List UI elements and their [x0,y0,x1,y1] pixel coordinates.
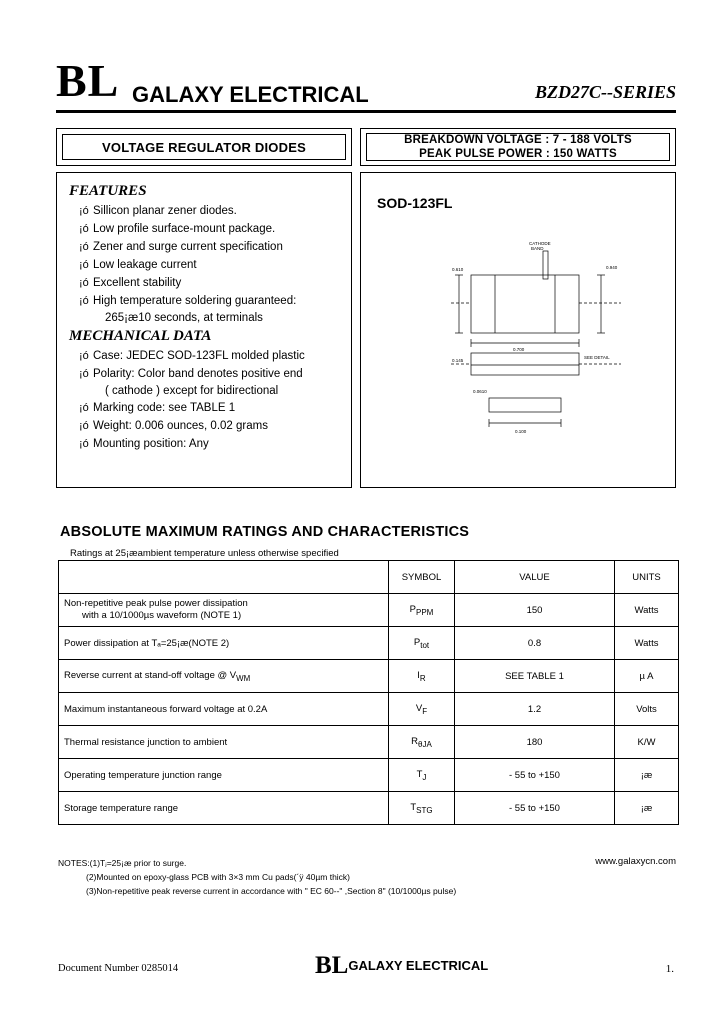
bullet-icon: ¡ó [79,223,89,235]
package-drawing-box [360,172,676,488]
ratings-section-title: ABSOLUTE MAXIMUM RATINGS AND CHARACTERISTICS [60,524,470,540]
company-name: GALAXY ELECTRICAL [132,82,369,107]
mechanical-text: Polarity: Color band denotes positive end [93,368,303,380]
col-header-units: UNITS [615,561,679,594]
row-unit: Watts [615,627,679,660]
row-unit: Watts [615,594,679,627]
bullet-icon: ¡ó [79,295,89,307]
row-unit: Volts [615,693,679,726]
bullet-icon: ¡ó [79,402,89,414]
note-2: (2)Mounted on epoxy-glass PCB with 3×3 mm Cu pads(´ÿ 40µm thick) [86,872,351,882]
peak-pulse-power-line: PEAK PULSE POWER : 150 WATTS [419,148,617,160]
row-description: Power dissipation at Tₐ=25¡æ(NOTE 2) [59,627,389,660]
table-row [59,693,679,726]
mechanical-subtext: ( cathode ) except for bidirectional [105,385,279,397]
note-3: (3)Non-repetitive peak reverse current in accordance with " EC 60--" ,Section 8" (10/1000µs pulse) [86,886,457,896]
table-row [59,660,679,693]
series-label: BZD27C--SERIES [534,82,676,102]
svg-text:BAND: BAND [531,246,544,251]
bullet-icon: ¡ó [79,205,89,217]
table-row [59,759,679,792]
row-value: SEE TABLE 1 [455,660,615,693]
product-title-box [56,128,352,166]
rating-summary-box [360,128,676,166]
list-item [79,258,343,273]
row-description: Reverse current at stand-off voltage @ $V_{WM}$ [59,660,389,693]
features-heading: FEATURES [69,183,147,199]
document-number: Document Number 0285014 [58,963,179,974]
list-item [79,276,343,291]
package-outline-drawing [451,233,661,473]
row-unit: ¡æ [615,792,679,825]
row-description-line1: Non-repetitive peak pulse power dissipation [64,598,248,609]
feature-subtext: 265¡æ10 seconds, at terminals [105,312,263,324]
feature-text: Low profile surface-mount package. [93,223,276,235]
svg-text:0.100: 0.100 [515,429,527,434]
page-header [56,55,676,112]
note-1: NOTES:(1)Tⱼ=25¡æ prior to surge. [58,858,187,868]
row-symbol: $P_{tot}$ [389,627,455,660]
row-description-line2: with a 10/1000µs waveform (NOTE 1) [82,610,242,621]
bullet-icon: ¡ó [79,420,89,432]
bullet-icon: ¡ó [79,368,89,380]
row-value: 180 [455,726,615,759]
row-value: 150 [455,594,615,627]
footer-logo-name: GALAXY ELECTRICAL [348,958,489,973]
col-header-desc [59,561,389,594]
row-symbol: $I_R$ [389,660,455,693]
row-value: - 55 to +150 [455,759,615,792]
bullet-icon: ¡ó [79,350,89,362]
product-title-inner [62,134,346,160]
list-item [79,401,343,416]
row-unit: ¡æ [615,759,679,792]
list-item [79,294,343,309]
feature-text: High temperature soldering guaranteed: [93,295,297,307]
feature-text: Sillicon planar zener diodes. [93,205,237,217]
mechanical-text: Case: JEDEC SOD-123FL molded plastic [93,350,305,362]
row-symbol: $V_F$ [389,693,455,726]
mechanical-text: Mounting position: Any [93,438,209,450]
list-item [79,222,343,237]
feature-text: Low leakage current [93,259,197,271]
footer-logo-bl: BL [315,952,349,979]
svg-text:CATHODE: CATHODE [529,241,551,246]
svg-text:0.145: 0.145 [452,358,464,363]
rating-summary-inner [366,133,670,161]
mechanical-text: Marking code: see TABLE 1 [93,402,236,414]
ratings-subtitle: Ratings at 25¡æambient temperature unless otherwise specified [70,548,339,559]
svg-text:0.0610: 0.0610 [473,389,487,394]
table-row [59,627,679,660]
package-name: SOD-123FL [377,195,453,211]
row-symbol: $P_{PPM}$ [389,594,455,627]
row-value: - 55 to +150 [455,792,615,825]
product-title: VOLTAGE REGULATOR DIODES [102,139,306,155]
mechanical-heading: MECHANICAL DATA [69,328,212,344]
feature-text: Excellent stability [93,277,182,289]
features-box [56,172,352,488]
row-unit: µ A [615,660,679,693]
row-value: 0.8 [455,627,615,660]
bullet-icon: ¡ó [79,241,89,253]
svg-text:0.700: 0.700 [513,347,525,352]
bullet-icon: ¡ó [79,277,89,289]
list-item [79,349,343,364]
breakdown-voltage-line: BREAKDOWN VOLTAGE : 7 - 188 VOLTS [404,134,632,146]
ratings-table [58,560,679,825]
company-logo: BL [56,55,120,106]
footer-logo [315,952,488,980]
row-description [59,594,389,627]
website-link[interactable]: www.galaxycn.com [595,856,676,867]
list-item [79,367,343,382]
list-item [79,437,343,452]
svg-text:SEE DETAIL: SEE DETAIL [584,355,610,360]
row-unit: K/W [615,726,679,759]
row-description: Storage temperature range [59,792,389,825]
row-description: Thermal resistance junction to ambient [59,726,389,759]
header-rule [56,110,676,113]
svg-text:0.940: 0.940 [606,265,618,270]
bullet-icon: ¡ó [79,438,89,450]
list-item [79,419,343,434]
col-header-value: VALUE [455,561,615,594]
features-content [69,181,343,455]
list-item [79,204,343,219]
col-header-symbol: SYMBOL [389,561,455,594]
row-symbol: $T_{STG}$ [389,792,455,825]
bullet-icon: ¡ó [79,259,89,271]
row-value: 1.2 [455,693,615,726]
svg-text:0.610: 0.610 [452,267,464,272]
feature-text: Zener and surge current specification [93,241,283,253]
row-symbol: $T_J$ [389,759,455,792]
row-description: Operating temperature junction range [59,759,389,792]
row-description: Maximum instantaneous forward voltage at 0.2A [59,693,389,726]
list-item [79,240,343,255]
table-row [59,594,679,627]
notes-block [58,856,456,898]
mechanical-text: Weight: 0.006 ounces, 0.02 grams [93,420,268,432]
page-number: 1. [665,963,674,975]
table-row [59,726,679,759]
row-symbol: $R_{\theta JA}$ [389,726,455,759]
table-row [59,792,679,825]
table-header-row [59,561,679,594]
